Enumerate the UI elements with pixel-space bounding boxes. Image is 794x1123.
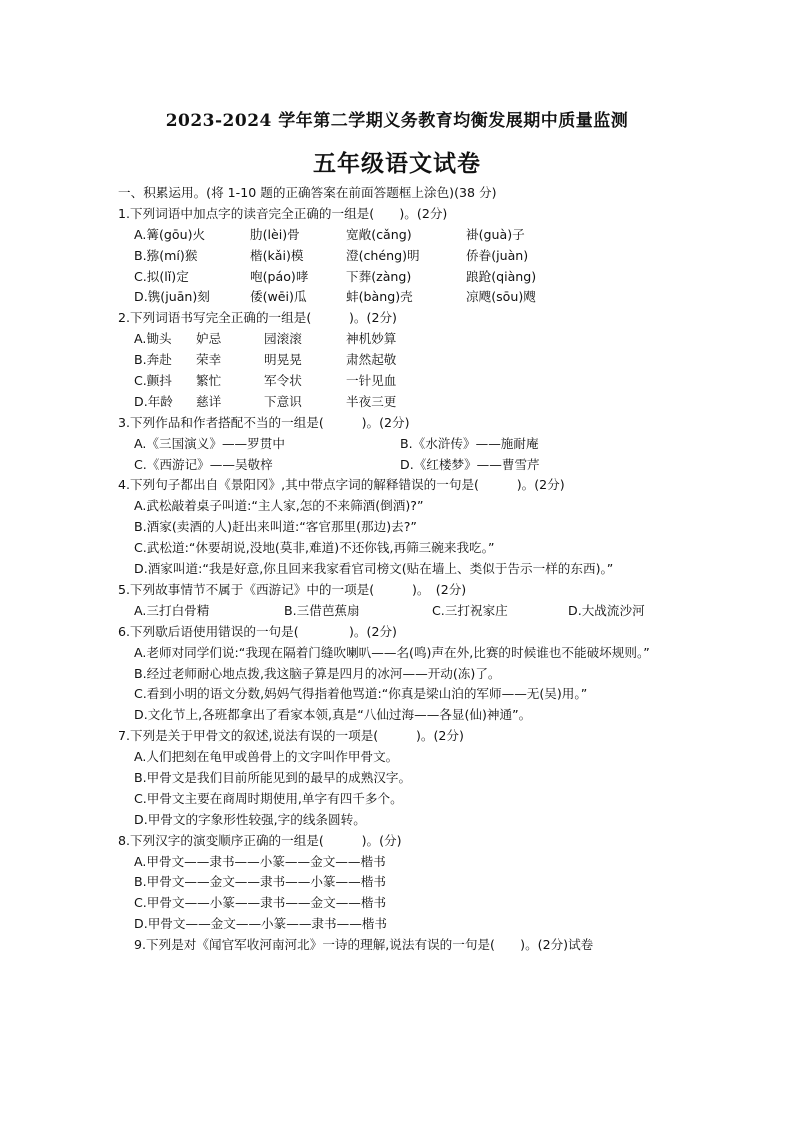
question-1-row-b bbox=[118, 246, 688, 267]
q2-d-1: D.年龄 bbox=[134, 393, 173, 409]
question-8-option-c: C.甲骨文——小篆——隶书——金文——楷书 bbox=[134, 895, 387, 911]
question-4-option-b: B.酒家(卖酒的人)赶出来叫道:“客官那里(那边)去?” bbox=[134, 519, 417, 535]
q1-d-1: D.镌(juān)刻 bbox=[134, 289, 210, 305]
q3-d: D.《红楼梦》——曹雪芹 bbox=[400, 456, 540, 472]
question-7-stem: 7.下列是关于甲骨文的叙述,说法有误的一项是( )。(2分) bbox=[118, 728, 464, 744]
q3-a: A.《三国演义》——罗贯中 bbox=[134, 435, 285, 451]
q2-b-1: B.奔赴 bbox=[134, 352, 172, 368]
question-2-row-d bbox=[118, 392, 688, 413]
q1-a-2: 肋(lèi)骨 bbox=[250, 226, 300, 242]
question-6-option-a: A.老师对同学们说:“我现在隔着门缝吹喇叭——名(鸣)声在外,比赛的时候谁也不能破坏规则。” bbox=[134, 644, 650, 660]
question-7-option-b: B.甲骨文是我们目前所能见到的最早的成熟汉字。 bbox=[134, 769, 412, 785]
question-2-row-b bbox=[118, 350, 688, 371]
q2-b-4: 肃然起敬 bbox=[346, 352, 397, 368]
q1-a-3: 宽敞(cǎng) bbox=[346, 226, 412, 242]
q2-c-4: 一针见血 bbox=[346, 373, 397, 389]
question-6-option-b: B.经过老师耐心地点拨,我这脑子算是四月的冰河——开动(冻)了。 bbox=[134, 665, 501, 681]
question-3-stem: 3.下列作品和作者搭配不当的一组是( )。(2分) bbox=[118, 414, 410, 430]
question-4-stem: 4.下列句子都出自《景阳冈》,其中带点字词的解释错误的一句是( )。(2分) bbox=[118, 477, 565, 493]
q2-d-3: 下意识 bbox=[264, 393, 302, 409]
q5-c: C.三打祝家庄 bbox=[432, 602, 508, 618]
q5-b: B.三借芭蕉扇 bbox=[284, 602, 360, 618]
question-3-row-1 bbox=[118, 434, 688, 455]
question-4-option-a: A.武松敲着桌子叫道:“主人家,怎的不来筛酒(倒酒)?” bbox=[134, 498, 424, 514]
question-8-option-b: B.甲骨文——金文——隶书——小篆——楷书 bbox=[134, 874, 386, 890]
q3-b: B.《水浒传》——施耐庵 bbox=[400, 435, 539, 451]
question-2-stem: 2.下列词语书写完全正确的一组是( )。(2分) bbox=[118, 310, 397, 326]
question-7-option-c: C.甲骨文主要在商周时期使用,单字有四千多个。 bbox=[134, 790, 403, 806]
question-4-option-c: C.武松道:“休要胡说,没地(莫非,难道)不还你钱,再筛三碗来我吃。” bbox=[134, 540, 495, 556]
q1-c-3: 下葬(zàng) bbox=[346, 268, 412, 284]
question-1-row-a bbox=[118, 225, 688, 246]
q2-b-3: 明晃晃 bbox=[264, 352, 302, 368]
q2-c-1: C.颤抖 bbox=[134, 373, 172, 389]
q1-b-2: 楷(kǎi)模 bbox=[250, 247, 304, 263]
q2-a-3: 园滚滚 bbox=[264, 331, 302, 347]
q2-d-4: 半夜三更 bbox=[346, 393, 397, 409]
q1-d-3: 蚌(bàng)壳 bbox=[346, 289, 413, 305]
question-1-row-c bbox=[118, 267, 688, 288]
q2-c-3: 军令状 bbox=[264, 373, 302, 389]
question-3-row-2 bbox=[118, 455, 688, 476]
question-6-option-d: D.文化节上,各班都拿出了看家本领,真是“八仙过海——各显(仙)神通”。 bbox=[134, 707, 532, 723]
q1-c-4: 踉跄(qiàng) bbox=[466, 268, 537, 284]
exam-header-title: 2023-2024 学年第二学期义务教育均衡发展期中质量监测 bbox=[165, 111, 629, 131]
q1-b-3: 澄(chéng)明 bbox=[346, 247, 420, 263]
q3-c: C.《西游记》——吴敬梓 bbox=[134, 456, 273, 472]
q2-a-4: 神机妙算 bbox=[346, 331, 397, 347]
question-6-option-c: C.看到小明的语文分数,妈妈气得指着他骂道:“你真是梁山泊的军师——无(吴)用。” bbox=[134, 686, 588, 702]
question-1-stem: 1.下列词语中加点字的读音完全正确的一组是( )。(2分) bbox=[118, 205, 448, 221]
q2-c-2: 繁忙 bbox=[196, 373, 222, 389]
question-2-row-c bbox=[118, 371, 688, 392]
q5-d: D.大战流沙河 bbox=[568, 602, 645, 618]
question-4-option-d: D.酒家叫道:“我是好意,你且回来我家看官司榜文(贴在墙上、类似于告示一样的东西)。” bbox=[134, 561, 614, 577]
question-8-stem: 8.下列汉字的演变顺序正确的一组是( )。(分) bbox=[118, 832, 402, 848]
q2-a-1: A.锄头 bbox=[134, 331, 172, 347]
section-heading: 一、积累运用。(将 1-10 题的正确答案在前面答题框上涂色)(38 分) bbox=[118, 185, 497, 200]
exam-body bbox=[118, 183, 688, 956]
q1-b-1: B.猕(mí)猴 bbox=[134, 247, 198, 263]
question-2-row-a bbox=[118, 329, 688, 350]
question-7-option-d: D.甲骨文的字象形性较强,字的线条圆转。 bbox=[134, 811, 366, 827]
q1-a-1: A.篝(gōu)火 bbox=[134, 226, 206, 242]
q2-d-2: 慈详 bbox=[196, 393, 222, 409]
q1-d-4: 凉飕(sōu)飕 bbox=[466, 289, 536, 305]
question-5-stem: 5.下列故事情节不属于《西游记》中的一项是( )。 (2分) bbox=[118, 581, 467, 597]
exam-subject-title: 五年级语文试卷 bbox=[313, 150, 481, 177]
question-5-options bbox=[118, 601, 688, 622]
q1-d-2: 倭(wēi)瓜 bbox=[250, 289, 307, 305]
q1-c-1: C.拟(lǐ)定 bbox=[134, 268, 189, 284]
question-6-stem: 6.下列歇后语使用错误的一句是( )。(2分) bbox=[118, 623, 397, 639]
question-8-option-d: D.甲骨文——金文——小篆——隶书——楷书 bbox=[134, 916, 387, 932]
question-1-row-d bbox=[118, 287, 688, 308]
q1-a-4: 褂(guà)子 bbox=[466, 226, 525, 242]
question-9-stem: 9.下列是对《闻官军收河南河北》一诗的理解,说法有误的一句是( )。(2分)试卷 bbox=[134, 937, 594, 953]
q5-a: A.三打白骨精 bbox=[134, 602, 210, 618]
q1-c-2: 咆(páo)哮 bbox=[250, 268, 309, 284]
q2-a-2: 妒忌 bbox=[196, 331, 222, 347]
q2-b-2: 荣幸 bbox=[196, 352, 222, 368]
question-7-option-a: A.人们把刻在龟甲或兽骨上的文字叫作甲骨文。 bbox=[134, 749, 399, 765]
q1-b-4: 侨眷(juàn) bbox=[466, 247, 529, 263]
question-8-option-a: A.甲骨文——隶书——小篆——金文——楷书 bbox=[134, 853, 386, 869]
